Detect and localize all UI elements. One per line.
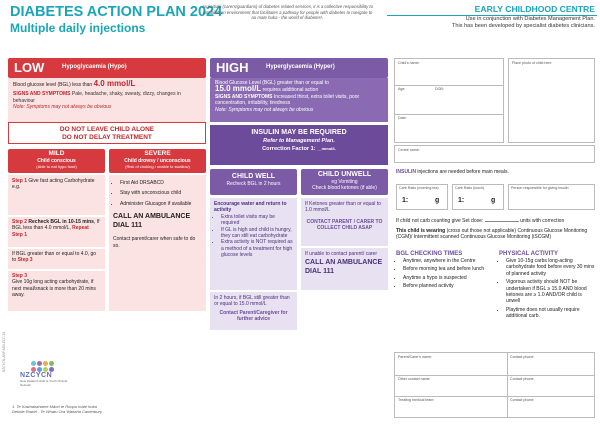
child-name-label: Child's name: [398,61,420,65]
low-bgl-text: Blood glucose level (BGL) less than [13,82,93,88]
low-warning [8,122,206,144]
warning-delay: DO NOT DELAY TREATMENT [62,134,152,141]
dob-label: DOB: [435,87,444,91]
header-note-line-1: Use in conjunction with Diabetes Management Plan. [465,16,595,22]
step2-repeat: Repeat Step 1 [12,225,89,238]
low-signs: Pale, headache, shaky, sweaty, dizzy, changes in behaviour [13,91,181,104]
divider [395,85,503,86]
mild-sub: Child conscious [37,158,76,164]
activity-title: PHYSICAL ACTIVITY [499,251,559,257]
well-item: • Extra toilet visits may be required [221,214,293,227]
footnote-line-2: Debbie Rawiri - Te Whatu Ora Waitaha Canterbury [12,409,102,414]
carb-lunch-label: Carb Ratio (lunch) [455,186,485,190]
warning-leave-alone: DO NOT LEAVE CHILD ALONE [59,126,155,133]
header-note [386,16,595,30]
header-note-line-2: This has been developed by specialist diabetes clinicians. [451,23,595,29]
insulin-required: INSULIN MAY BE REQUIRED [251,129,347,136]
wearing-line [396,228,596,241]
checking-item: • Anytime, anywhere in the Centre [403,258,491,264]
low-title: LOW [14,60,45,75]
medical-team-field[interactable]: Treating medical team: [398,398,435,402]
physical-activity [499,250,596,320]
carb-morning-label: Carb Ratio (morning tea) [399,186,439,190]
page-subtitle: Multiple daily injections [10,21,146,35]
correction-unit: __mmol/L [317,146,336,151]
centre-type-title: EARLY CHILDHOOD CENTRE [474,4,595,14]
step1-text: Give fast acting Carbohydrate [28,178,95,184]
logo-text: NZCYCN [20,372,53,379]
low-signs-title: SIGNS AND SYMPTOMS [13,91,71,98]
wearing-text: (cross out those not applicable) Continuous Glucose Monitoring (CGM)/ Intermittent scanned Continuous Glucose Monitoring (iSCGM) [396,228,588,241]
step2-if: If BGL less than 4.0 mmol/L, [12,219,100,232]
low-info [8,78,206,122]
photo-box[interactable] [508,58,595,143]
age-label: Age: [398,87,406,91]
step2-label: Step 2 [12,219,28,225]
well-body [210,198,297,290]
step2-mins: 10-15 mins [68,219,94,225]
set-dose-input[interactable] [485,221,519,222]
high-subtitle: Hyperglycaemia (Hyper) [266,64,335,70]
well-item: • If GL is high and child is hungry, they can still eat carbohydrate [221,227,293,240]
well-two-hours: In 2 hours, if BGL still greater than or equal to 15.0 mmol/L [214,295,290,308]
high-signs: Increased thirst, extra toilet visits, poor concentration, irritability, tiredness [215,93,360,107]
page-title: DIABETES ACTION PLAN 2024 [10,4,223,20]
activity-item: • Give 10-15g carbs long-acting carbohydrate food before every 30 mins of planned activity [506,258,596,277]
refer-plan: Refer to Management Plan. [263,138,335,144]
wearing-label: This child is wearing [396,228,446,234]
well-sub: Recheck BGL in 2 hours [226,181,281,187]
date-label: Date: [398,116,407,120]
units-text: units with correction [520,218,565,224]
contacts-box [394,352,595,418]
severe-dial: DIAL 111 [113,221,143,229]
unwell-ambulance: CALL AN AMBULANCE [305,259,383,267]
ratio-g: g [491,197,496,204]
child-details-box [394,58,504,143]
checking-item: • Before morning tea and before lunch [403,266,491,272]
unwell-unable [301,248,388,290]
other-phone-field[interactable]: Contact phone: [510,377,535,381]
severe-title: SEVERE [144,150,171,157]
high-title: HIGH [216,60,249,75]
insulin-text: injections are needed before main meals. [417,169,509,175]
divider [395,114,503,115]
mild-sub2: (Able to eat hypo food) [36,164,77,170]
insulin-line [396,169,596,175]
well-enc-title: Encourage water and return to activity [214,201,287,214]
unwell-contact: CONTACT PARENT / CARER TO COLLECT CHILD ASAP [306,218,383,232]
severe-item: • Stay with unconscious child [120,190,202,196]
mild-step2: Step 2 Recheck BGL in 10-15 mins, If BGL less than 4.0 mmol/L, Repeat Step 1 [8,217,105,247]
not-counting-text: If child not carb counting give Set dose: [396,218,484,224]
parent-name-field[interactable]: Parent/Carer's name: [398,355,433,359]
mild-title: MILD [48,150,65,157]
unwell-sub2: Check blood ketones (if able) [312,185,377,192]
carb-ratio-morning[interactable] [396,184,448,210]
well-followup [210,292,297,330]
nzcycn-logo [20,360,70,387]
mild-if [8,249,105,269]
insulin-person-label: Person responsible for giving insulin [511,186,569,190]
high-header [210,58,388,78]
step3-label: Step 3 [12,273,28,279]
high-bgl-value: 15.0 mmol/L [215,84,262,94]
well-header [210,169,297,195]
divider [507,353,508,417]
step1-label: Step 1 [12,178,28,184]
unwell-unable-text: If unable to contact parent/ carer [305,251,377,257]
ratio-g: g [435,197,440,204]
mild-step1 [8,175,105,215]
checking-item: • Before planned activity [403,283,491,289]
low-subtitle: Hypoglycaemia (Hypo) [62,64,127,70]
low-bgl-value: 4.0 mmol/L [93,79,136,88]
high-insulin [210,125,388,165]
severe-header [109,149,206,173]
high-bgl-text: Blood Glucose Level (BGL) greater than or equal to [215,80,329,86]
ratio-prefix: 1: [402,197,409,204]
checking-item: • Anytime a hypo is suspected [403,275,491,281]
high-note: Note: Symptoms may not always be obvious [215,106,314,113]
mild-if-text: If BGL greater than or equal to 4.0, go to [12,251,97,264]
checking-title: BGL CHECKING TIMES [396,251,463,257]
activity-item: • Vigorous activity should NOT be undertaken if BGL ≥ 15.0 AND blood ketones are ≥ 1.0 AND/OR child is unwell [506,279,596,305]
logo-desc: New Zealand Child & Youth Clinical Network [20,379,68,387]
step2-recheck: Recheck BGL in [28,219,67,225]
divider [395,396,594,397]
insulin-person-field[interactable] [508,184,595,210]
centre-name-label: Centre name: [398,148,420,152]
severe-item: • Administer Glucagon if available [120,201,202,207]
low-note: Note: Symptoms may not always be obvious [13,104,112,111]
document-code: NZCYCN-ANP-MDI-ECC-24 [2,331,6,372]
unwell-header [301,169,388,195]
header-quote: As kaitiaki (carers/guardians) of diabetes related services, it is a collective responsibility to establish an environment that facilitates a pathway for people with diabetes to navigate to ao mate huka - the world of diabetes¹. [202,4,373,21]
logo-dots-icon [30,360,58,372]
high-info [210,78,388,122]
severe-contact: Contact parent/carer when safe to do so. [113,236,196,249]
ratio-prefix: 1: [458,197,465,204]
severe-body [109,175,206,311]
insulin-label: INSULIN [396,169,416,175]
carb-ratio-lunch[interactable] [452,184,504,210]
severe-sub: Child drowsy / unconscious [124,158,191,164]
unwell-sub1: eg Vomiting [331,179,358,185]
photo-label: Place photo of child here [512,61,552,65]
unwell-dial: DIAL 111 [305,267,335,275]
footnote [12,404,102,414]
severe-sub2: (Risk of choking / unable to swallow) [125,164,190,170]
step3-text: Give 10g long acting carbohydrate, if next meal/snack is more than 20 mins away. [12,279,96,299]
correction-factor: Correction Factor 1: [262,146,316,152]
team-phone-field[interactable]: Contact phone: [510,398,535,402]
unwell-ketones-text: If Ketones greater than or equal to 1.0 mmol/L [305,201,381,214]
footnote-line-1: 1. Te Kawhakahaere Māori te Roopu mate huka [12,404,97,409]
other-contact-field[interactable]: Other contact name: [398,377,431,381]
mild-header [8,149,105,173]
centre-name-field[interactable] [394,145,595,163]
well-contact: Contact Parent/Caregiver for further advice [219,309,288,323]
set-dose-line [396,218,596,224]
mild-if-step: Step 3 [17,257,33,264]
severe-item: • First Aid DRSABCD [120,180,202,186]
high-signs-title: SIGNS AND SYMPTOMS [215,93,273,100]
step1-eg: e.g. [12,184,21,191]
checking-times [396,250,491,290]
mild-step3 [8,271,105,311]
divider [395,375,594,376]
activity-item: • Playtime does not usually require additional carb. [506,307,596,320]
unwell-ketones [301,198,388,246]
parent-phone-field[interactable]: Contact phone: [510,355,535,359]
low-header [8,58,206,78]
well-title: CHILD WELL [231,173,276,180]
severe-ambulance: CALL AN AMBULANCE [113,213,191,221]
high-bgl-req: requires additional action [262,87,319,94]
unwell-title: CHILD UNWELL [317,171,372,178]
well-item: • Extra activity is NOT required as a method of a treatment for high glucose levels [221,239,293,258]
